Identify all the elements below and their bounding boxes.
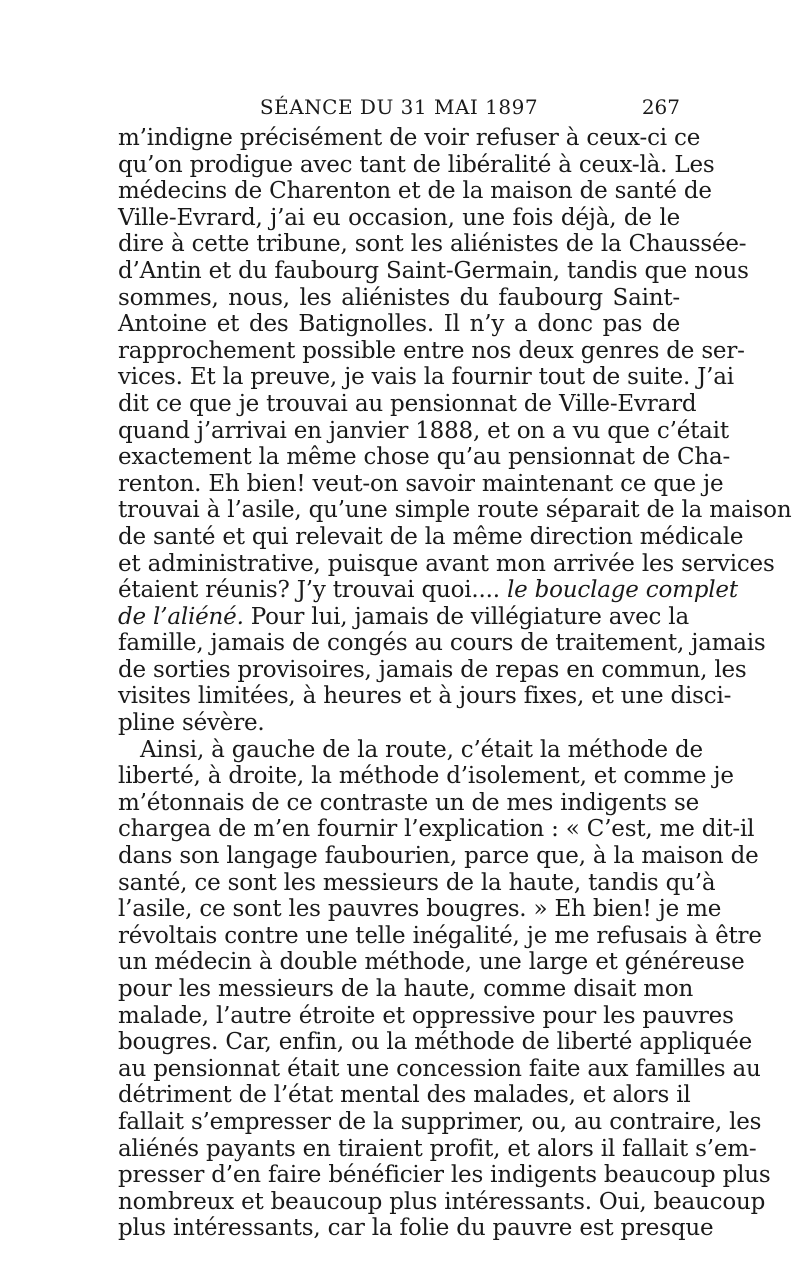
text-line: l’asile, ce sont les pauvres bougres. » Eh bien! je me [118, 896, 722, 923]
body-text [118, 125, 792, 1242]
text-line: m’étonnais de ce contraste un de mes indigents se [118, 789, 700, 816]
text-line: Antoine et des Batignolles. Il n’y a donc pas de [118, 311, 680, 338]
text-line-with-italic [118, 603, 689, 631]
italic-phrase: le bouclage complet [506, 577, 738, 604]
text-line: chargea de m’en fournir l’explication : « C’est, me dit-il [118, 816, 755, 843]
text-line: dans son langage faubourien, parce que, à la maison de [118, 843, 759, 870]
text-line: révoltais contre une telle inégalité, je me refusais à être [118, 922, 762, 949]
text-line: au pensionnat était une concession faite aux familles au [118, 1055, 761, 1082]
text-line: dit ce que je trouvai au pensionnat de Ville-Evrard [118, 390, 697, 417]
text-line: quand j’arrivai en janvier 1888, et on a vu que c’était [118, 417, 729, 444]
text-line: trouvai à l’asile, qu’une simple route séparait de la maison [118, 497, 792, 524]
text-line: d’Antin et du faubourg Saint-Germain, tandis que nous [118, 257, 749, 284]
text-line: aliénés payants en tiraient profit, et alors il fallait s’em- [118, 1135, 757, 1162]
text-line: pline sévère. [118, 710, 265, 737]
text-line: plus intéressants, car la folie du pauvre est presque [118, 1215, 714, 1242]
text-line: fallait s’empresser de la supprimer, ou, au contraire, les [118, 1108, 762, 1135]
running-head-title: SÉANCE DU 31 MAI 1897 [259, 95, 539, 119]
text-line: pour les messieurs de la haute, comme disait mon [118, 976, 694, 1002]
italic-phrase: de l’aliéné. [118, 603, 244, 630]
text-line: presser d’en faire bénéficier les indigents beaucoup plus [118, 1162, 771, 1189]
text-line-with-italic [118, 577, 738, 604]
text-line: médecins de Charenton et de la maison de santé de [118, 178, 712, 205]
text-line: Ainsi, à gauche de la route, c’était la méthode de [140, 736, 703, 763]
paragraph-1 [118, 125, 792, 737]
text-line: liberté, à droite, la méthode d’isolement, et comme je [118, 763, 734, 790]
text-line: de santé et qui relevait de la même direction médicale [118, 523, 744, 550]
text-line: de sorties provisoires, jamais de repas en commun, les [118, 656, 747, 683]
text-line: un médecin à double méthode, une large et généreuse [118, 949, 745, 976]
text-line: nombreux et beaucoup plus intéressants. Oui, beaucoup [118, 1188, 766, 1215]
text-line: exactement la même chose qu’au pensionnat de Cha- [118, 444, 731, 471]
paragraph-2 [118, 736, 771, 1242]
text-line: renton. Eh bien! veut-on savoir maintenant ce que je [118, 470, 724, 497]
text-segment: Pour lui, jamais de villégiature avec la [243, 603, 689, 630]
text-line: santé, ce sont les messieurs de la haute, tandis qu’à [118, 869, 716, 896]
text-line: visites limitées, à heures et à jours fixes, et une disci- [118, 683, 732, 710]
text-line: et administrative, puisque avant mon arrivée les services [118, 550, 775, 577]
page-number: 267 [641, 95, 680, 119]
text-line: famille, jamais de congés au cours de traitement, jamais [118, 630, 766, 657]
text-segment: étaient réunis? J’y trouvai quoi.... [118, 577, 507, 604]
text-line: Ville-Evrard, j’ai eu occasion, une fois déjà, de le [118, 204, 680, 231]
text-line: malade, l’autre étroite et oppressive pour les pauvres [118, 1002, 734, 1029]
text-line: m’indigne précisément de voir refuser à ceux-ci ce [118, 125, 701, 151]
text-line: vices. Et la preuve, je vais la fournir tout de suite. J’ai [118, 364, 734, 391]
text-line: bougres. Car, enfin, ou la méthode de liberté appliquée [118, 1029, 753, 1056]
text-line: qu’on prodigue avec tant de libéralité à ceux-là. Les [118, 151, 715, 178]
text-line: rapprochement possible entre nos deux genres de ser- [118, 337, 745, 364]
text-line: détriment de l’état mental des malades, et alors il [118, 1082, 691, 1109]
text-line: sommes, nous, les aliénistes du faubourg Saint- [118, 284, 680, 311]
running-head [118, 92, 680, 122]
text-line: dire à cette tribune, sont les aliénistes de la Chaussée- [118, 231, 747, 258]
